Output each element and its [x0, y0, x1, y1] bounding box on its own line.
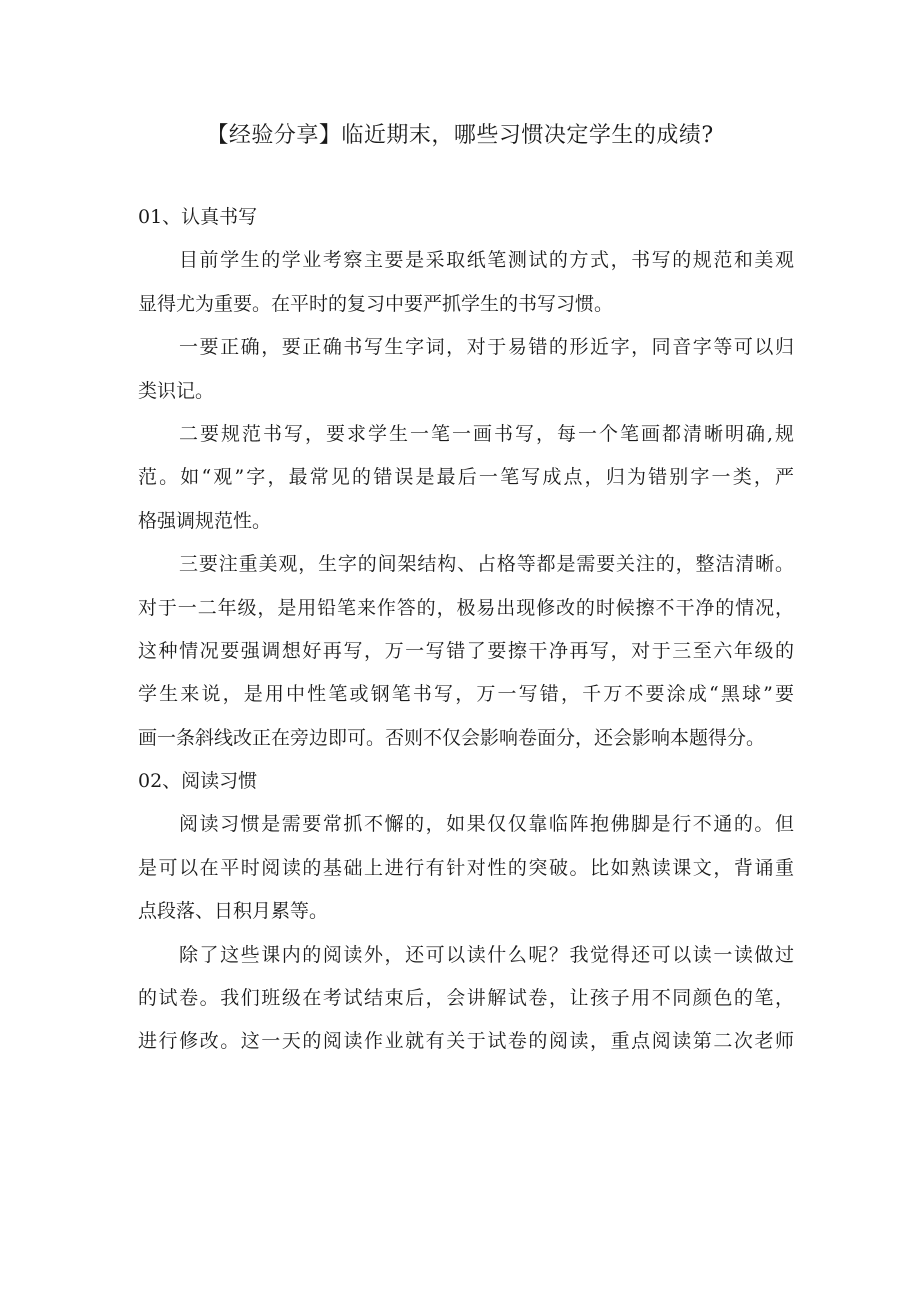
paragraph-correctness	[138, 326, 794, 413]
section-heading-1: 01、认真书写	[138, 206, 258, 228]
paragraph-line: 点段落、日积月累等。	[138, 900, 329, 923]
paragraph-line: 的试卷。我们班级在考试结束后，会讲解试卷，让孩子用不同颜色的笔，	[138, 987, 794, 1010]
paragraph-line: 学生来说，是用中性笔或钢笔书写，万一写错，千万不要涂成“黑球”要	[138, 683, 794, 706]
paragraph-writing-intro	[138, 239, 794, 326]
paragraph-reading-tests	[138, 934, 794, 1064]
paragraph-line: 画一条斜线改正在旁边即可。否则不仅会影响卷面分，还会影响本题得分。	[138, 726, 766, 749]
paragraph-line: 三要注重美观，生字的间架结构、占格等都是需要关注的，整洁清晰。	[179, 553, 794, 576]
paragraph-line: 一要正确，要正确书写生字词，对于易错的形近字，同音字等可以归	[179, 336, 794, 359]
paragraph-line: 范。如“观”字，最常见的错误是最后一笔写成点，归为错别字一类，严	[138, 466, 794, 489]
paragraph-line: 对于一二年级，是用铅笔来作答的，极易出现修改的时候擦不干净的情况，	[138, 596, 794, 619]
paragraph-neatness	[138, 543, 794, 760]
paragraph-line: 进行修改。这一天的阅读作业就有关于试卷的阅读，重点阅读第二次老师	[138, 1030, 794, 1053]
document-title: 【经验分享】临近期末，哪些习惯决定学生的成绩?	[206, 123, 714, 148]
paragraph-reading-habit	[138, 803, 794, 933]
paragraph-line: 格强调规范性。	[138, 509, 272, 532]
section-heading-2: 02、阅读习惯	[138, 770, 258, 793]
paragraph-line: 除了这些课内的阅读外，还可以读什么呢？我觉得还可以读一读做过	[179, 943, 794, 966]
paragraph-line: 目前学生的学业考察主要是采取纸笔测试的方式，书写的规范和美观	[179, 249, 794, 272]
document-body	[138, 196, 794, 1064]
paragraph-standard-writing	[138, 413, 794, 543]
paragraph-line: 阅读习惯是需要常抓不懈的，如果仅仅靠临阵抱佛脚是行不通的。但	[179, 813, 794, 836]
paragraph-line: 显得尤为重要。在平时的复习中要严抓学生的书写习惯。	[138, 292, 614, 315]
paragraph-line: 是可以在平时阅读的基础上进行有针对性的突破。比如熟读课文，背诵重	[138, 856, 794, 879]
paragraph-line: 二要规范书写，要求学生一笔一画书写，每一个笔画都清晰明确,规	[179, 422, 794, 445]
paragraph-line: 这种情况要强调想好再写，万一写错了要擦干净再写，对于三至六年级的	[138, 639, 794, 662]
paragraph-line: 类识记。	[138, 379, 215, 402]
